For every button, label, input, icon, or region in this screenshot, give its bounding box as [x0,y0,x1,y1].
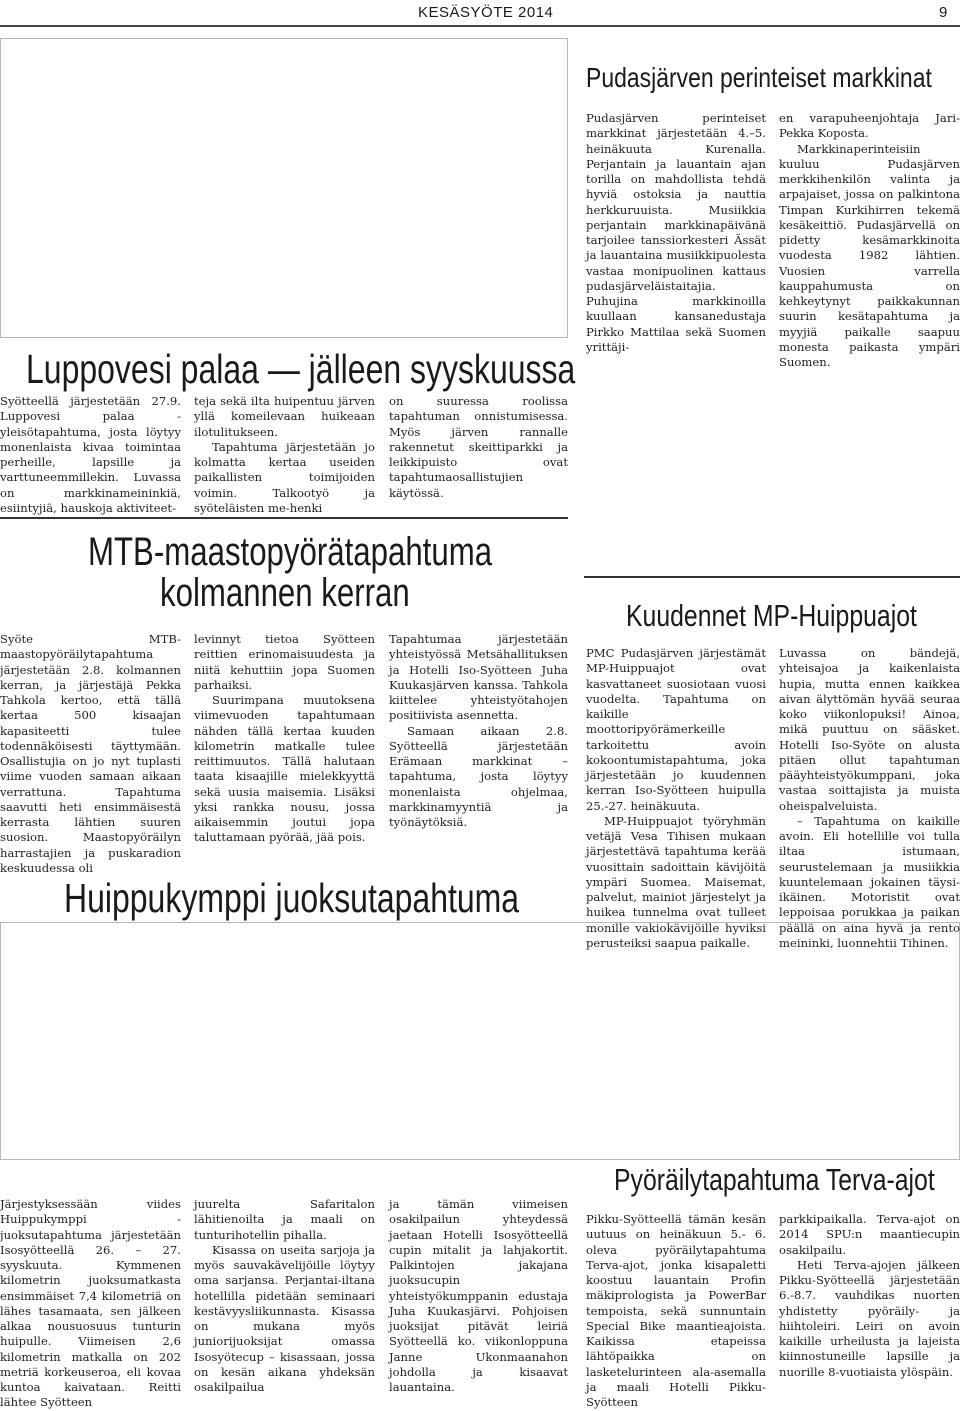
header-rule [0,25,960,27]
luppovesi-title: Luppovesi palaa — jälleen syyskuussa [26,346,576,392]
terva-col-1-text: Pikku-Syötteellä tämän kesän uutuus on heinäkuun 5.- 6. oleva pyöräilytapahtuma Terva-ajot, jonka kisapaletti koostuu lauantain Profin mäkiprologista ja PowerBar tempoista, sekä sunnuntain Special Bike maantieajoista. Kaikissa etapeissa lähtöpaikka on lasketelurinteen ala-asemalla ja maali Hotelli Pikku-Syötteen [586,1212,766,1409]
mtb-col-2-text-2: Suurimpana muutoksena viimevuoden tapahtumaan nähden tällä kertaa kuuden kilometrin matkalle tulee reittimuutos. Tällä halutaan taata kisaajille mielekkyyttä sekä uusia maisemia. Lisäksi yksi rankka nousu, jossa aikaisemmin joutui jopa taluttamaan pyörää, jää pois. [194,693,375,845]
huippu-col-2-text-2: Kisassa on useita sarjoja ja myös sauvakävelijöille löytyy oma sarjansa. Perjantai-iltana hotellilla pidetään seminaari kestävyysliikunnasta. Kisassa on mukana myös juniorijuoksijat omassa Isosyötecup – kisassaan, jossa on kesän aikana yhdeksän osakilpailua [194,1242,375,1394]
mp-col-1-text-1: PMC Pudasjärven järjestämät MP-Huippuajot ovat kasvattaneet suosiotaan vuosi vuodelta. Tapahtuma on kaikille moottoripyörämerkeille tarkoitettu avoin kokoontumistapahtuma, joka järjestetään jo kuudennen kerran Iso-Syötteen huipulla 25.-27. heinäkuuta. [586,646,766,813]
mp-col-2-text-2: – Tapahtuma on kaikille avoin. Eli hotellille voi tulla iltaa istumaan, seurustelemaan ja musiikkia kuuntelemaan jokainen täysi-ikäinen. Motoristit ovat leppoisaa porukkaa ja paikan päällä on aina hyvä ja rento meininki, luonnehtii Tihinen. [779,813,960,950]
huippu-col-2 [194,1197,375,1395]
mtb-col-1 [0,632,181,876]
mtb-title-line-2: kolmannen kerran [160,571,410,615]
huippu-col-1-text: Järjestyksessään viides Huippukymppi -juoksutapahtuma järjestetään Isosyötteellä 26. – 27. syyskuuta. Kymmenen kilometrin juoksumatkasta ensimmäiset 7,4 kilometriä on lähes tasamaata, sen jälkeen alkaa nousuosuus tunturin huipulle. Viimeisen 2,6 kilometrin matkalla on 202 metriä korkeuseroa, eli kovaa kuntoa kaivataan. Reitti lähtee Syötteen [0,1197,181,1410]
mtb-title-line-1: MTB-maastopyörätapahtuma [88,530,493,574]
mtb-col-3 [389,632,568,830]
luppovesi-col-1 [0,394,181,516]
markkinat-col-2-text-1: en varapuheenjohtaja Jari-Pekka Koposta. [779,111,960,141]
mtb-col-1-text: Syöte MTB-maastopyöräilytapahtuma järjestetään 2.8. kolmannen kerran, ja järjestäjä Pekka Tahkola kertoo, että tällä kertaa 500 kisaajan kapasiteetti tulee todennäköisesti täyttymään. Osallistujia on jo nyt tuplasti viime vuoden samaan aikaan verrattuna. Tapahtuma saavutti heti ensimmäisestä kerrasta lähtien suuren suosion. Maastopyöräilyn harrastajien ja puskaradion keskuudessa oli [0,632,181,875]
huippu-col-3-text: ja tämän viimeisen osakilpailun yhteydessä jaetaan Hotelli Isosyötteellä cupin mitalit ja lahjakortit. Palkintojen jakajana juoksucupin yhteistyökumppanin edustaja Juha Kuukasjärvi. Pohjoisen juoksijat pitävät leiriä Syötteellä ko. viikonloppuna Janne Ukonmaanahon johdolla ja kisaavat lauantaina. [389,1197,568,1394]
page-number: 9 [939,4,948,21]
terva-col-2 [779,1212,960,1380]
markkinat-col-2-text-2: Markkinaperinteisiin kuuluu Pudasjärven merkkihenkilön valinta ja arpajaiset, jossa on palkintona Timpan Kurkihirren tekemä kesäkeittiö. Pudasjärvellä on pidetty kesämarkkinoita vuodesta 1982 lähtien. Vuosien varrella kauppahumusta on kehkeytynyt paikkakunnan suurin kesätapahtuma ja myyjiä paikalle saapuu monesta paikasta ympäri Suomen. [779,141,960,369]
mp-col-1-text-2: MP-Huippuajot työryhmän vetäjä Vesa Tihisen mukaan järjestettävä tapahtuma kerää vuosittain sadoittain kävijöitä ympäri Suomea. Maisemat, palvelut, mainiot järjestelyt ja huikea tunnelma ovat tulleet monille vakiokävijöille hyviksi perusteiksi saapua paikalle. [586,813,766,950]
markkinat-col-2 [779,111,960,370]
mtb-col-3-text-2: Samaan aikaan 2.8. Syötteellä järjestetään Erämaan markkinat – tapahtuma, josta löytyy monenlaista ohjelmaa, markkinamyyntiä ja työnäytöksiä. [389,723,568,829]
terva-col-2-text-2: Heti Terva-ajojen jälkeen Pikku-Syötteellä järjestetään 6.-8.7. vauhdikas nuorten yhdistetty pyöräily- ja hiihtoleiri. Leiri on avoin kaikille urheilusta ja lajeista kiinnostuneille lapsille ja nuorille 8-vuotiaista ylöspäin. [779,1257,960,1379]
terva-title: Pyöräilytapahtuma Terva-ajot [614,1162,935,1197]
luppovesi-col-2 [194,394,375,516]
huippu-col-3 [389,1197,568,1395]
luppovesi-col-1-text: Syötteellä järjestetään 27.9. Luppovesi palaa -yleisötapahtuma, josta löytyy monenlaista kivaa toimintaa perheille, lapsille ja varttuneemmillekin. Luvassa on markkinameininkiä, esiintyjiä, hauskoja aktiviteet- [0,394,181,515]
luppovesi-col-3-text: on suuressa roolissa tapahtuman onnistumisessa. Myös järven rannalle rakennetut skeittiparkki ja leikkipuisto ovat tapahtumaosallistujien käytössä. [389,394,568,500]
markkinat-col-1-text: Pudasjärven perinteiset markkinat järjestetään 4.–5. heinäkuuta Kurenalla. Perjantain ja lauantain ajan torilla on mahdollista tehdä hyviä ostoksia ja nauttia herkkuruuista. Musiikkia perjantain markkinapäivänä tarjoilee tanssiorkesteri Ässät ja lauantaina musiikkipuolesta vastaa monipuolinen kattaus pudasjärveläistaitajia. Puhujina markkinoilla kuullaan kansanedustaja Pirkko Mattilaa sekä Suomen yrittäji- [586,111,766,354]
section-title: KESÄSYÖTE 2014 [418,4,554,21]
mtb-top-rule [0,517,568,519]
terva-col-1 [586,1212,766,1410]
luppovesi-col-2-text-2: Tapahtuma järjestetään jo kolmatta kertaa useiden paikallisten toimijoiden voimin. Talkootyö ja syöteläisten me-henki [194,439,375,515]
mtb-col-2 [194,632,375,846]
mp-top-rule [584,576,960,578]
luppovesi-col-3 [389,394,568,501]
mtb-col-2-text-1: levinnyt tietoa Syötteen reittien erinomaisuudesta ja niitä kehuttiin jopa Suomen parhaiksi. [194,632,375,692]
terva-col-2-text-1: parkkipaikalla. Terva-ajot on 2014 SPU:n maantiecupin osakilpailu. [779,1212,960,1257]
luppovesi-col-2-text-1: teja sekä ilta huipentuu järven yllä komeilevaan huikeaan ilotulitukseen. [194,394,375,439]
mp-title: Kuudennet MP-Huippuajot [626,598,917,633]
mp-col-2 [779,646,960,951]
image-placeholder-top [0,38,568,338]
mp-col-2-text-1: Luvassa on bändejä, yhteisajoa ja kaikenlaista hupia, mutta ennen kaikkea aivan älyttömän hyvää seuraa koko viikonlopuksi! Ainoa, mikä puuttuu on sääsket. Hotelli Iso-Syöte on alusta pitäen ollut tapahtuman pääyhteistyökumppani, joka vastaa soittajista ja muista oheispalveluista. [779,646,960,813]
huippu-col-2-text-1: juurelta Safaritalon lähitienoilta ja maali on tunturihotellin pihalla. [194,1197,375,1242]
image-placeholder-middle [0,922,960,1160]
huippu-title: Huippukymppi juoksutapahtuma [64,875,520,921]
huippu-col-1 [0,1197,181,1411]
mp-col-1 [586,646,766,951]
markkinat-title: Pudasjärven perinteiset markkinat [586,62,932,93]
markkinat-col-1 [586,111,766,355]
mtb-col-3-text-1: Tapahtumaa järjestetään yhteistyössä Metsähallituksen ja Hotelli Iso-Syötteen Juha Kuukasjärven kanssa. Tahkola kiittelee yhteistyötahojen positiivista asennetta. [389,632,568,723]
